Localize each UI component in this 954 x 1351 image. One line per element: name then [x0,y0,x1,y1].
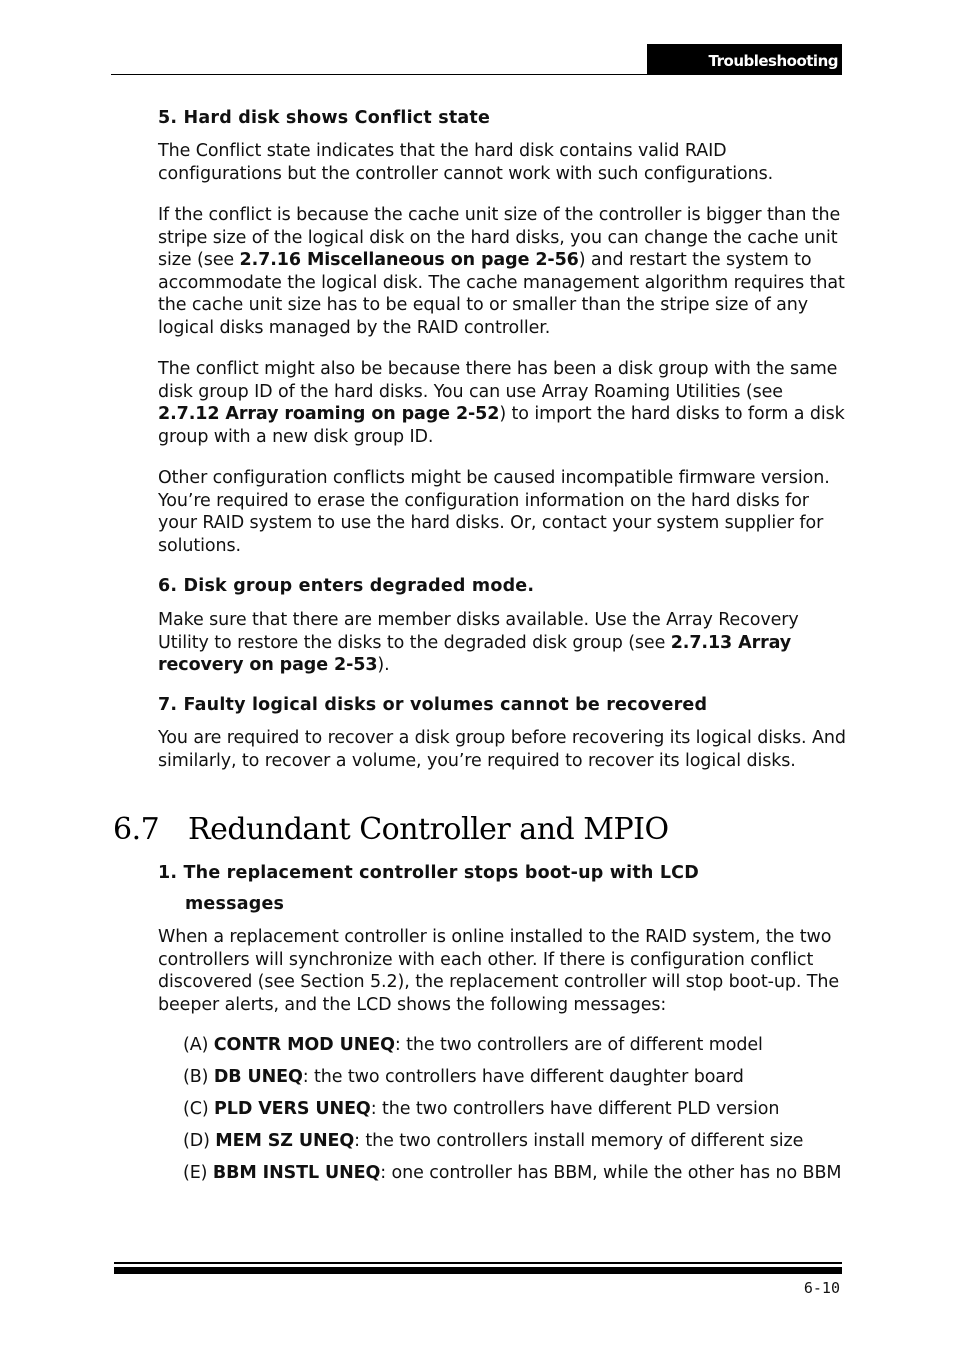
lcd-message-item: (C) PLD VERS UNEQ: the two controllers have different PLD version [183,1099,780,1119]
item-6-heading: 6. Disk group enters degraded mode. [158,576,535,596]
lcd-message-code: CONTR MOD UNEQ [213,1035,395,1055]
cross-reference: 2.7.13 Array recovery on page 2-53 [158,632,792,675]
lcd-message-code: MEM SZ UNEQ [215,1131,355,1151]
item-5-paragraph-3: The conflict might also be because there has been a disk group with the same disk group ID of the hard disks. You can use Array Roaming Utilities (see 2.7.12 Array roaming on page 2-52) to import the hard disks to form a disk group with a new disk group ID. [158,359,845,447]
header-section-tab: Troubleshooting [647,44,842,75]
item-5-heading: 5. Hard disk shows Conflict state [158,108,491,128]
footer-rule-thick [114,1267,842,1274]
cross-reference: 2.7.12 Array roaming on page 2-52 [158,404,500,424]
section-title: Redundant Controller and MPIO [188,812,669,847]
section-heading [113,812,669,847]
page-number: 6-10 [803,1279,840,1297]
section-item-1-heading-line-2: messages [185,894,285,914]
item-7-paragraph-1: You are required to recover a disk group before recovering its logical disks. And similarly, to recover a volume, you’re required to recover its logical disks. [158,728,846,771]
header-rule [111,74,647,75]
lcd-message-code: DB UNEQ [213,1067,303,1087]
lcd-message-item: (A) CONTR MOD UNEQ: the two controllers are of different model [183,1035,763,1055]
lcd-message-code: BBM INSTL UNEQ [212,1163,381,1183]
cross-reference: 2.7.16 Miscellaneous on page 2-56 [239,250,579,270]
lcd-message-item: (E) BBM INSTL UNEQ: one controller has BBM, while the other has no BBM [183,1163,842,1183]
lcd-message-item: (D) MEM SZ UNEQ: the two controllers install memory of different size [183,1131,804,1151]
section-number: 6.7 [113,812,160,847]
item-6-paragraph-1: Make sure that there are member disks available. Use the Array Recovery Utility to restore the disks to the degraded disk group (see 2.7.13 Array recovery on page 2-53). [158,610,799,675]
footer-rule-thin [114,1262,842,1264]
item-5-paragraph-1: The Conflict state indicates that the hard disk contains valid RAID configurations but the controller cannot work with such configurations. [158,141,774,184]
item-7-heading: 7. Faulty logical disks or volumes cannot be recovered [158,695,708,715]
section-item-1-heading-line-1: 1. The replacement controller stops boot-up with LCD [158,863,699,883]
item-5-paragraph-4: Other configuration conflicts might be caused incompatible firmware version. You’re required to erase the configuration information on the hard disks for your RAID system to use the hard disks. Or, contact your system supplier for solutions. [158,468,830,556]
item-5-paragraph-2: If the conflict is because the cache unit size of the controller is bigger than the stripe size of the logical disk on the hard disks, you can change the cache unit size (see 2.7.16 Miscellaneous on page 2-56) and restart the system to accommodate the logical disk. The cache management algorithm requires that the cache unit size has to be equal to or smaller than the stripe size of any logical disks managed by the RAID controller. [158,205,845,338]
lcd-message-item: (B) DB UNEQ: the two controllers have different daughter board [183,1067,744,1087]
lcd-message-code: PLD VERS UNEQ [214,1099,371,1119]
section-item-1-paragraph-1: When a replacement controller is online installed to the RAID system, the two controllers will synchronize with each other. If there is configuration conflict discovered (see Section 5.2), the replacement controller will stop boot-up. The beeper alerts, and the LCD shows the following messages: [158,927,840,1015]
